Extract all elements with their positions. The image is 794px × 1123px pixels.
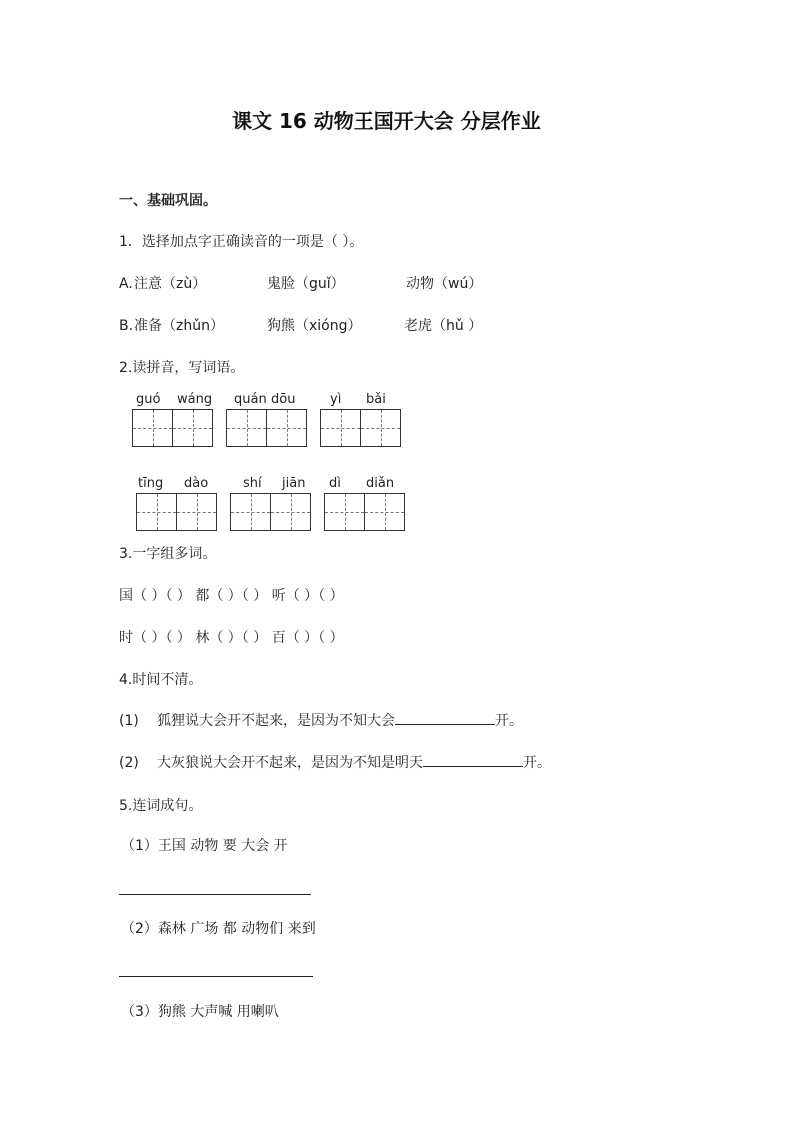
pinyin: dōu: [271, 392, 296, 407]
option-a-item: 注意（zù）: [134, 276, 207, 292]
option-b-item: 老虎（hǔ ）: [404, 318, 483, 334]
sentence-text: 大灰狼说大会开不起来，是因为不知是明天: [157, 755, 423, 771]
writing-grid[interactable]: [230, 493, 310, 531]
writing-grid[interactable]: [226, 409, 306, 447]
pinyin: dì: [329, 476, 341, 491]
word-list: （2）森林 广场 都 动物们 来到: [121, 921, 316, 937]
pinyin: wáng: [177, 392, 213, 407]
answer-line[interactable]: [119, 894, 311, 895]
sentence-text: 开。: [495, 713, 523, 729]
question-4-stem: 4.时间不清。: [119, 672, 203, 688]
pinyin: guó: [136, 392, 161, 407]
question-3-stem: 3.一字组多词。: [119, 546, 217, 562]
option-b-item: 准备（zhǔn）: [134, 318, 224, 334]
word-list: （3）狗熊 大声喊 用喇叭: [121, 1004, 279, 1020]
pinyin: yì: [330, 392, 342, 407]
pinyin: diǎn: [366, 476, 395, 491]
fill-sentence: [157, 752, 551, 772]
word-list: （1）王国 动物 要 大会 开: [121, 838, 288, 854]
pinyin: quán: [234, 392, 267, 407]
pinyin: tīng: [138, 476, 164, 491]
page-title: 课文 16 动物王国开大会 分层作业: [232, 109, 541, 133]
pinyin: shí: [243, 476, 262, 491]
writing-grid[interactable]: [324, 493, 404, 531]
option-a-item: 鬼脸（guǐ）: [267, 276, 345, 292]
word-group-row: 国（ ）（ ） 都（ ）（ ） 听（ ）（ ）: [119, 588, 344, 604]
answer-blank[interactable]: [423, 752, 523, 767]
option-a-item: 动物（wú）: [406, 276, 483, 292]
pinyin: bǎi: [366, 392, 386, 407]
answer-blank[interactable]: [395, 710, 495, 725]
option-a-label: A.: [119, 276, 133, 292]
sentence-text: 狐狸说大会开不起来，是因为不知大会: [157, 713, 395, 729]
word-group-row: 时（ ）（ ） 林（ ）（ ） 百（ ）（ ）: [119, 630, 344, 646]
question-2-stem: 2.读拼音，写词语。: [119, 360, 245, 376]
sentence-text: 开。: [523, 755, 551, 771]
fill-sentence: [157, 710, 523, 730]
writing-grid[interactable]: [132, 409, 212, 447]
question-5-stem: 5.连词成句。: [119, 798, 203, 814]
question-1-stem: 1．选择加点字正确读音的一项是（ ）。: [119, 234, 364, 250]
writing-grid[interactable]: [320, 409, 400, 447]
option-b-item: 狗熊（xióng）: [267, 318, 362, 334]
item-number: (1): [119, 713, 139, 729]
option-b-label: B.: [119, 318, 134, 334]
answer-line[interactable]: [119, 976, 313, 977]
writing-grid[interactable]: [136, 493, 216, 531]
pinyin: dào: [184, 476, 209, 491]
pinyin: jiān: [282, 476, 306, 491]
item-number: (2): [119, 755, 139, 771]
section-heading: 一、基础巩固。: [119, 193, 217, 209]
